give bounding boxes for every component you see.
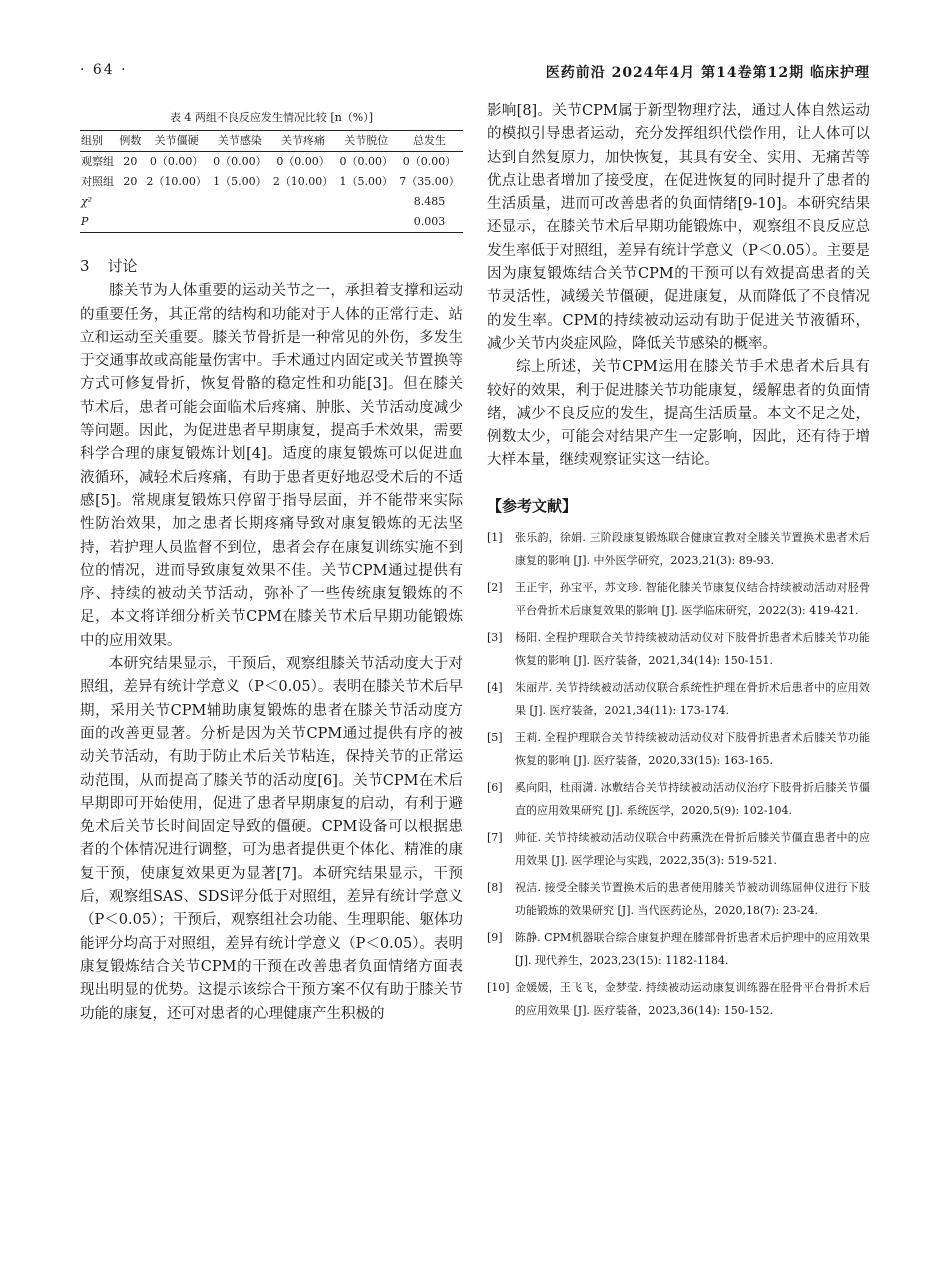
table-cell: 20	[123, 155, 138, 168]
table-cell: 20	[123, 175, 138, 188]
col-header: 关节僵硬	[154, 134, 199, 147]
reference-text: 金媛媛，王飞飞，金梦莹. 持续被动运动康复训练器在胫骨平台骨折术后的应用效果 [J]. 医疗装备，2023,36(14): 150-152.	[515, 981, 870, 1018]
reference-number: [2]	[487, 581, 503, 595]
paragraph: 本研究结果显示，干预后，观察组膝关节活动度大于对照组，差异有统计学意义（P＜0.05）。表明在膝关节术后早期，采用关节CPM辅助康复锻炼的患者在膝关节活动度方面的改善更显著。分析是因为关节CPM通过提供有序的被动关节活动，有助于防止术后关节粘连，保持关节的正常运动范围，从而提高了膝关节的活动度[6]。关节CPM在术后早期即可开始使用，促进了患者早期康复的启动，有利于避免术后关节长时间固定导致的僵硬。CPM设备可以根据患者的个体情况进行调整，可为患者提供更个体化、精准的康复干预，使康复效果更为显著[7]。本研究结果显示，干预后，观察组SAS、SDS评分低于对照组，差异有统计学意义（P＜0.05）；干预后，观察组社会功能、生理职能、躯体功能评分均高于对照组，差异有统计学意义（P＜0.05）。表明康复锻炼结合关节CPM的干预在改善患者负面情绪方面表现出明显的优势。这提示该综合干预方案不仅有助于膝关节功能的康复，还可对患者的心理健康产生积极的	[80, 656, 463, 1022]
reference-text: 祝洁. 接受全膝关节置换术后的患者使用膝关节被动训练屈伸仪进行下肢功能锻炼的效果研究 [J]. 当代医药论丛，2020,18(7): 23-24.	[515, 881, 870, 918]
table-row	[80, 212, 463, 233]
reference-number: [8]	[487, 881, 503, 895]
table-cell	[117, 212, 143, 233]
table-cell: 0（0.00）	[276, 155, 330, 168]
table-cell: 2（10.00）	[272, 175, 334, 188]
table-caption: 表 4 两组不良反应发生情况比较 [n（%）]	[169, 111, 374, 124]
reference-text: 帅征. 关节持续被动活动仪联合中药熏洗在骨折后膝关节僵直患者中的应用效果 [J]. 医学理论与实践，2022,35(3): 519-521.	[515, 831, 870, 868]
paragraph: 膝关节为人体重要的运动关节之一，承担着支撑和运动的重要任务，其正常的结构和功能对于人体的正常行走、站立和运动至关重要。膝关节骨折是一种常见的外伤，多发生于交通事故或高能量伤害中。手术通过内固定或关节置换等方式可修复骨折，恢复骨骼的稳定性和功能[3]。但在膝关节术后，患者可能会面临术后疼痛、肿胀、关节活动度减少等问题。因此，为促进患者早期康复，提高手术效果，需要科学合理的康复锻炼计划[4]。适度的康复锻炼可以促进血液循环，减轻术后疼痛，有助于患者更好地忍受术后的不适感[5]。常规康复锻炼只停留于指导层面，并不能带来实际性防治效果，加之患者长期疼痛导致对康复锻炼的无法坚持，若护理人员监督不到位，患者会存在康复训练实施不到位的情况，进而导致康复效果不佳。关节CPM通过提供有序、持续的被动关节活动，弥补了一些传统康复锻炼的不足，本文将详细分析关节CPM在膝关节术后早期功能锻炼中的应用效果。	[80, 283, 463, 649]
table-cell: χ²	[81, 195, 93, 208]
col-header: 关节脱位	[344, 134, 389, 147]
table-cell: 0（0.00）	[149, 155, 204, 168]
right-column	[487, 100, 870, 1026]
reference-number: [4]	[487, 681, 503, 695]
page-header	[80, 62, 870, 86]
table-cell	[270, 192, 337, 212]
section-heading	[80, 255, 463, 278]
col-header: 关节疼痛	[281, 134, 326, 147]
col-header: 例数	[119, 134, 142, 147]
table-cell: 7（35.00）	[399, 175, 460, 188]
reference-text: 陈静. CPM机器联合综合康复护理在膝部骨折患者术后护理中的应用效果 [J]. 现代养生，2023,23(15): 1182-1184.	[515, 931, 870, 968]
table-cell	[210, 212, 269, 233]
table-cell	[270, 212, 337, 233]
reference-text: 王正宇，孙宝平，苏文珍. 智能化膝关节康复仪结合持续被动活动对胫骨平台骨折术后康复效果的影响 [J]. 医学临床研究，2022(3): 419-421.	[515, 581, 870, 618]
table-cell	[143, 212, 210, 233]
table-cell: 观察组	[81, 155, 114, 168]
table-cell: 0（0.00）	[402, 155, 457, 168]
reference-number: [10]	[487, 981, 510, 995]
table-cell: 0（0.00）	[213, 155, 267, 168]
reference-item	[487, 526, 870, 572]
reference-item	[487, 876, 870, 922]
references-heading: 【参考文献】	[487, 496, 578, 515]
col-header: 总发生	[413, 134, 446, 147]
reference-number: [3]	[487, 631, 503, 645]
reference-number: [6]	[487, 781, 503, 795]
table-row	[80, 192, 463, 212]
table-cell	[337, 212, 396, 233]
reference-number: [7]	[487, 831, 503, 845]
left-column	[80, 100, 463, 1026]
table-cell	[117, 192, 143, 212]
reference-item	[487, 576, 870, 622]
reference-number: [5]	[487, 731, 503, 745]
table-cell	[337, 192, 396, 212]
table-cell	[143, 192, 210, 212]
reference-list	[487, 526, 870, 1022]
reference-text: 朱丽芹. 关节持续被动活动仪联合系统性护理在骨折术后患者中的应用效果 [J]. 医疗装备，2021,34(11): 173-174.	[515, 681, 870, 718]
col-header: 关节感染	[217, 134, 262, 147]
paragraph-continued: 影响[8]。关节CPM属于新型物理疗法，通过人体自然运动的模拟引导患者运动，充分发挥组织代偿作用，让人体可以达到自然复原力，加快恢复，其具有安全、实用、无痛苦等优点让患者增加了接受度，在促进恢复的同时提升了患者的生活质量，进而可改善患者的负面情绪[9-10]。本研究结果还显示，在膝关节术后早期功能锻炼中，观察组不良反应总发生率低于对照组，差异有统计学意义（P＜0.05）。主要是因为康复锻炼结合关节CPM的干预可以有效提高患者的关节灵活性，减缓关节僵硬，促进康复，从而降低了不良情况的发生率。CPM的持续被动运动有助于促进关节液循环，减少关节内炎症风险，降低关节感染的概率。	[487, 103, 870, 352]
table-cell: 1（5.00）	[213, 175, 267, 188]
reference-text: 王莉. 全程护理联合关节持续被动活动仪对下肢骨折患者术后膝关节功能恢复的影响 [J]. 医疗装备，2020,33(15): 163-165.	[515, 731, 870, 768]
reference-text: 奚向阳，杜雨潇. 冰敷结合关节持续被动活动仪治疗下肢骨折后膝关节僵直的应用效果研究 [J]. 系统医学，2020,5(9): 102-104.	[515, 781, 870, 818]
journal-info: 医药前沿 2024年4月 第14卷第12期 临床护理	[545, 65, 870, 81]
table-cell: P	[81, 215, 89, 228]
reference-item	[487, 976, 870, 1022]
paragraph: 综上所述，关节CPM运用在膝关节手术患者术后具有较好的效果，利于促进膝关节功能康复，缓解患者的负面情绪，减少不良反应的发生，提高生活质量。本文不足之处，例数太少，可能会对结果产生一定影响，因此，还有待于增大样本量，继续观察证实这一结论。	[487, 359, 870, 469]
discussion-body	[80, 280, 463, 1026]
table-cell: 2（10.00）	[146, 175, 207, 188]
table-header-row	[80, 131, 463, 152]
reference-item	[487, 776, 870, 822]
col-header: 组别	[81, 134, 103, 147]
reference-number: [1]	[487, 531, 503, 545]
section-number: 3	[80, 257, 90, 275]
page-number: · 64 ·	[80, 62, 128, 78]
table-cell: 0（0.00）	[339, 155, 394, 168]
table-row	[80, 152, 463, 173]
adverse-reaction-table	[80, 130, 463, 233]
table-cell: 8.485	[413, 195, 446, 208]
section-title: 讨论	[107, 257, 138, 275]
table-row	[80, 172, 463, 192]
reference-item	[487, 676, 870, 722]
table-cell: 0.003	[413, 215, 446, 228]
reference-text: 杨阳. 全程护理联合关节持续被动活动仪对下肢骨折患者术后膝关节功能恢复的影响 [J]. 医疗装备，2021,34(14): 150-151.	[515, 631, 870, 668]
reference-number: [9]	[487, 931, 503, 945]
reference-item	[487, 726, 870, 772]
table-cell: 对照组	[81, 175, 114, 188]
reference-text: 张乐韵，徐娟. 三阶段康复锻炼联合健康宣教对全膝关节置换术患者术后康复的影响 [J]. 中外医学研究，2023,21(3): 89-93.	[515, 531, 870, 568]
reference-item	[487, 826, 870, 872]
table-cell	[210, 192, 269, 212]
reference-item	[487, 626, 870, 672]
table-cell: 1（5.00）	[339, 175, 394, 188]
reference-item	[487, 926, 870, 972]
